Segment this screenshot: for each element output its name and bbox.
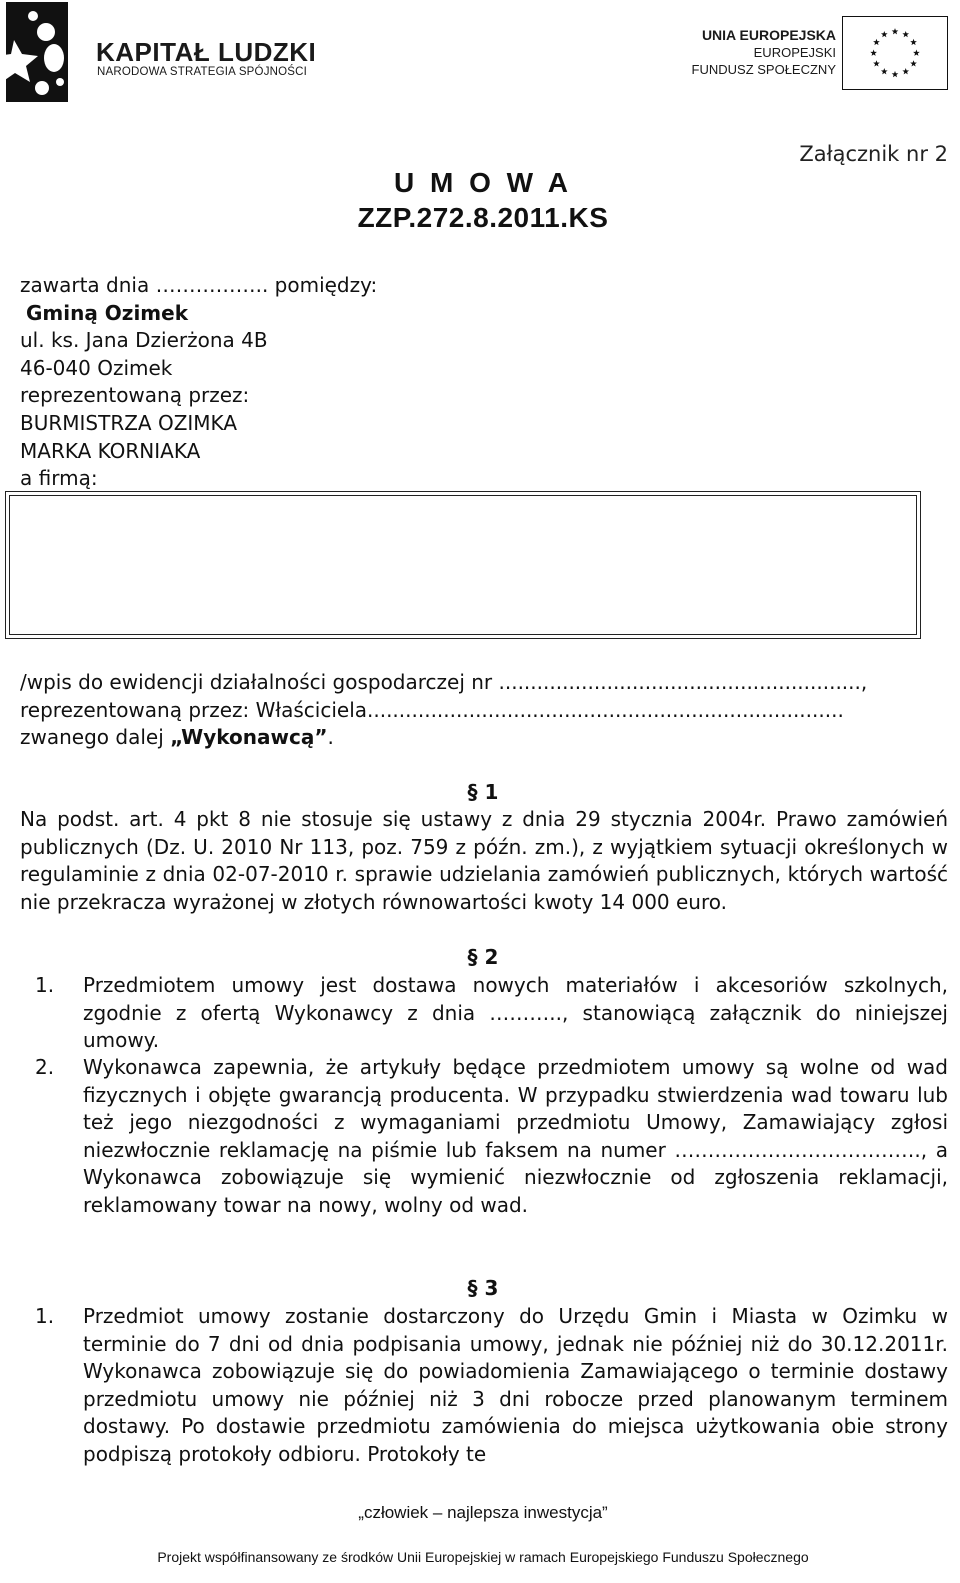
section-2-item-1 — [20, 972, 948, 1056]
eu-star-icon — [892, 28, 899, 34]
eu-star-icon — [892, 71, 899, 77]
footer-motto: „człowiek – najlepsza inwestycja” — [358, 1503, 608, 1522]
represented-label: reprezentowaną przez: — [20, 383, 250, 407]
concluded-line: zawarta dnia …………….. pomiędzy: — [20, 273, 378, 297]
eu-line-2: EUROPEJSKI — [753, 45, 836, 60]
contractor-entry-box-inner — [9, 495, 917, 635]
document-title: U M O W A — [393, 167, 573, 198]
eu-star-icon — [910, 39, 917, 45]
footer-project-note: Projekt współfinansowany ze środków Unii Europejskiej w ramach Europejskiego Funduszu Społecznego — [157, 1549, 809, 1565]
party-address-1: ul. ks. Jana Dzierżona 4B — [20, 328, 268, 352]
eu-star-icon — [913, 49, 920, 55]
kapital-ludzki-logo — [2, 2, 332, 102]
registry-line: /wpis do ewidencji działalności gospodarczej nr ........................................................., — [20, 670, 868, 694]
section-3-item-1 — [20, 1303, 948, 1473]
eu-star-icon — [910, 60, 917, 66]
kapital-ludzki-subtitle: NARODOWA STRATEGIA SPÓJNOŚCI — [97, 66, 308, 78]
contractor-called-name: „Wykonawcą” — [170, 725, 328, 749]
eu-star-icon — [873, 39, 880, 45]
section-2-item-1-text: Przedmiotem umowy jest dostawa nowych materiałów i akcesoriów szkolnych, zgodnie z ofertą Wykonawcy z dnia ……….., stanowiącą załącznik do niniejszej umowy. — [83, 973, 948, 1053]
eu-line-3: FUNDUSZ SPOŁECZNY — [691, 62, 836, 77]
eu-star-icon — [881, 68, 888, 74]
party-name: Gminą Ozimek — [26, 301, 189, 325]
annex-label: Załącznik nr 2 — [799, 142, 948, 166]
eu-logo-text — [692, 26, 836, 78]
section-2-heading: § 2 — [467, 945, 499, 969]
contractor-called-line — [20, 723, 334, 751]
mayor-title: BURMISTRZA OZIMKA — [20, 411, 238, 435]
party-address-2: 46-040 Ozimek — [20, 356, 173, 380]
eu-star-icon — [870, 49, 877, 55]
eu-star-icon — [881, 31, 888, 37]
eu-logo — [676, 16, 948, 91]
section-2-item-1-number: 1. — [35, 973, 55, 997]
section-1-heading: § 1 — [467, 780, 499, 804]
document-reference: ZZP.272.8.2011.KS — [357, 202, 609, 233]
eu-star-icon — [902, 31, 909, 37]
section-2-item-2-number: 2. — [35, 1055, 55, 1079]
section-3-heading: § 3 — [467, 1276, 499, 1300]
eu-line-1: UNIA EUROPEJSKA — [701, 27, 836, 43]
contractor-called-suffix: . — [327, 725, 334, 749]
section-2-item-2-text: Wykonawca zapewnia, że artykuły będące przedmiotem umowy są wolne od wad fizycznych i objęte gwarancją producenta. W przypadku stwierdzenia wad towaru lub też jego niezgodności z wymaganiami przedmiotu Umowy, Zamawiający zgłosi niezwłocznie reklamację na piśmie lub faksem na numer ………………………………., a Wykonawca zobowiązuje się wymienić niezwłocznie od zgłoszenia reklamacji, reklamowany towar na nowy, wolny od wad. — [83, 1055, 948, 1217]
section-3-item-1-number: 1. — [35, 1304, 55, 1328]
kapital-ludzki-title: KAPITAŁ LUDZKI — [96, 37, 317, 67]
contractor-represented-line: reprezentowaną przez: Właściciela........................................................................... — [20, 698, 844, 722]
kapital-ludzki-mark-icon — [2, 2, 72, 102]
and-firm-label: a firmą: — [20, 466, 98, 490]
contractor-called-prefix: zwanego dalej — [20, 725, 171, 749]
contractor-entry-box[interactable] — [5, 491, 921, 639]
section-1-text: Na podst. art. 4 pkt 8 nie stosuje się ustawy z dnia 29 stycznia 2004r. Prawo zamówień publicznych (Dz. U. 2010 Nr 113, poz. 759 z późn. zm.), z wyjątkiem sytuacji określonych w regulaminie z dnia 02-07-2010 r. sprawie udzielania zamówień publicznych, których wartość nie przekracza wyrażonej w złotych równowartości kwoty 14 000 euro. — [20, 807, 948, 914]
mayor-name: MARKA KORNIAKA — [20, 439, 201, 463]
section-2-item-2 — [20, 1054, 948, 1254]
eu-star-icon — [902, 68, 909, 74]
eu-flag-stars-icon — [842, 16, 948, 90]
section-3-item-1-text: Przedmiot umowy zostanie dostarczony do Urzędu Gmin i Miasta w Ozimku w terminie do 7 dni od dnia podpisania umowy, jednak nie później niż do 30.12.2011r. Wykonawca zobowiązuje się do powiadomienia Zamawiającego o terminie dostawy przedmiotu umowy nie później niż 3 dni robocze przed planowanym terminem dostawy. Po dostawie przedmiotu zamówienia do miejsca użytkowania obie strony podpiszą protokoły odbioru. Protokoły te — [83, 1304, 948, 1466]
eu-star-icon — [873, 60, 880, 66]
